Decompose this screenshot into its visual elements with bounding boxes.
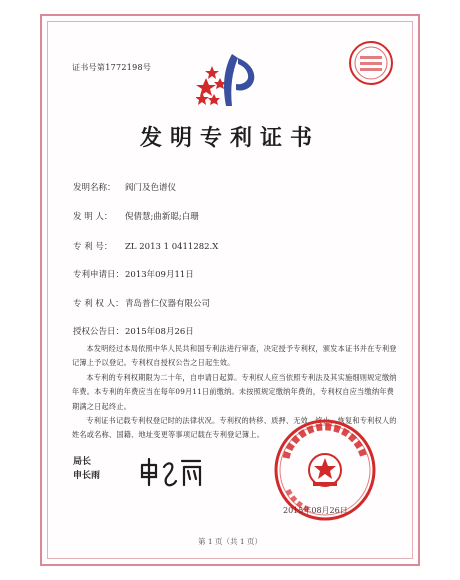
patent-office-logo-icon xyxy=(196,48,266,112)
page-number: 第 1 页（共 1 页） xyxy=(197,537,263,546)
body-paragraph: 本专利的专利权期限为二十年，自申请日起算。专利权人应当依照专利法及其实施细则规定缴纳年费。本专利的年费应当在每年09月11日前缴纳。未按照规定缴纳年费的，专利权自应当缴纳年费期满之日起终止。 xyxy=(72,372,397,411)
top-seal-stamp-icon xyxy=(348,40,394,86)
field-inventors xyxy=(73,210,199,222)
body-paragraph: 专利证书记载专利权登记时的法律状况。专利权的转移、质押、无效、终止、恢复和专利权人的姓名或名称、国籍、地址变更等事项记载在专利登记簿上。 xyxy=(72,416,397,440)
seal-issue-date: 2015年08月26日 xyxy=(283,506,348,515)
director-block xyxy=(73,455,100,483)
field-value: 青岛普仁仪器有限公司 xyxy=(125,299,211,309)
director-name: 申长雨 xyxy=(73,471,101,481)
director-signature xyxy=(138,455,218,491)
field-value: 2015年08月26日 xyxy=(125,327,194,337)
field-value: ZL 2013 1 0411282.X xyxy=(125,242,219,252)
field-value: 倪倩慧;曲新聪;白珊 xyxy=(125,212,199,222)
field-patent-number xyxy=(73,240,218,252)
field-label: 发明名称： xyxy=(73,183,116,193)
field-value: 2013年09月11日 xyxy=(125,270,194,280)
field-label: 授权公告日： xyxy=(73,327,125,337)
field-label: 专 利 权 人： xyxy=(73,299,124,309)
director-title: 局长 xyxy=(73,457,92,467)
body-paragraph: 本发明经过本局依照中华人民共和国专利法进行审查，决定授予专利权，颁发本证书并在专利登记簿上予以登记。专利权自授权公告之日起生效。 xyxy=(72,344,397,368)
field-grant-date xyxy=(73,325,194,337)
field-application-date xyxy=(73,268,194,280)
field-label: 专 利 号： xyxy=(73,242,113,252)
field-value: 阀门及色谱仪 xyxy=(125,183,177,193)
field-invention-name xyxy=(73,181,176,193)
certificate-title: 发明专利证书 xyxy=(139,125,320,151)
field-patentee xyxy=(73,297,210,309)
certificate-number: 证书号第1772198号 xyxy=(72,63,152,72)
field-label: 专利申请日： xyxy=(73,270,125,280)
field-label: 发 明 人： xyxy=(73,212,113,222)
